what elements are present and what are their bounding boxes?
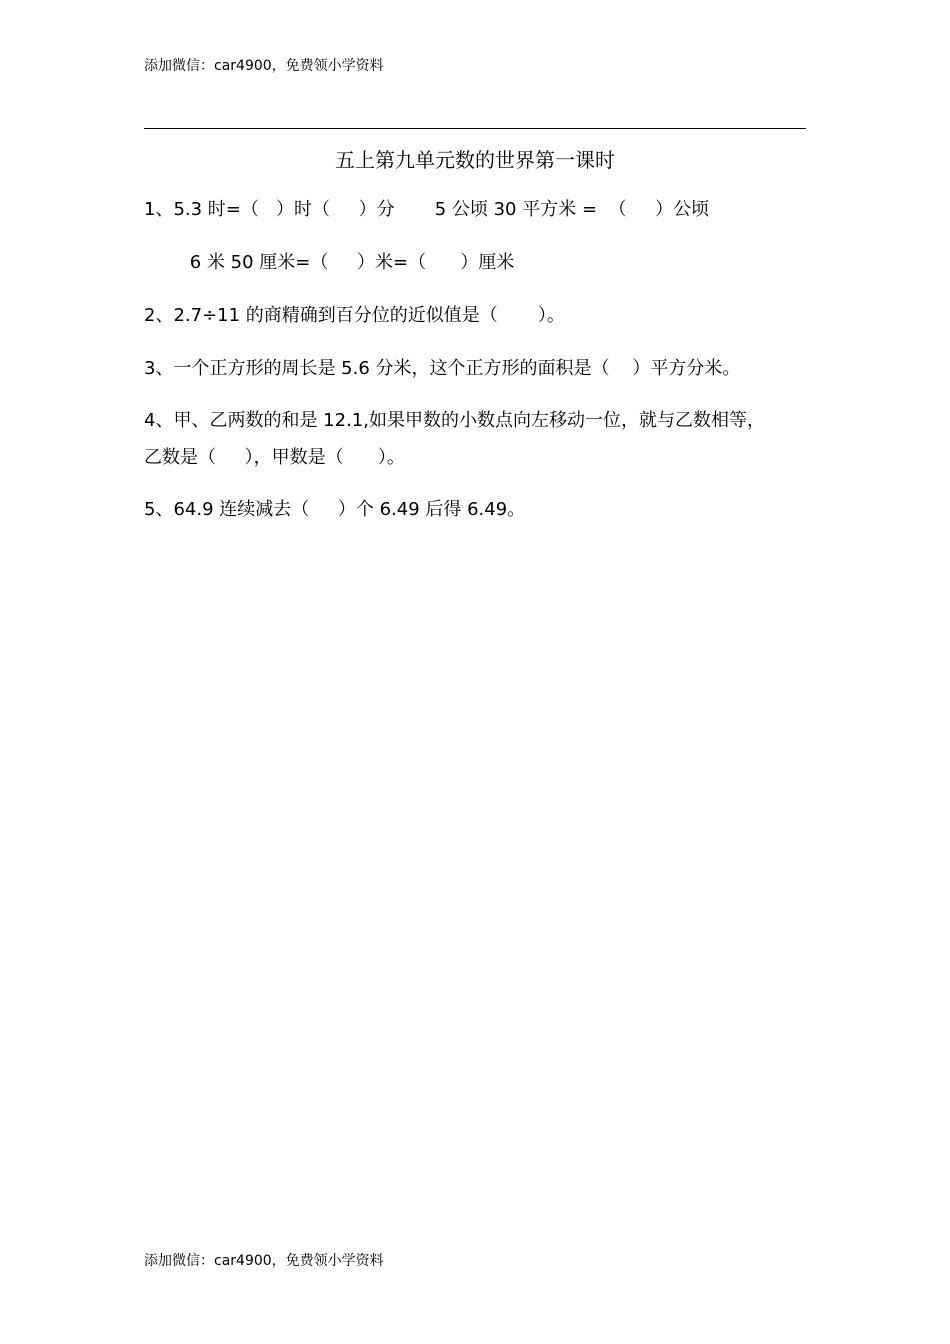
question-2: 2、2.7÷11 的商精确到百分位的近似值是（ ）。 [144,305,565,326]
header-note: 添加微信：car4900，免费领小学资料 [144,58,384,74]
question-4-line-1: 4、甲、乙两数的和是 12.1,如果甲数的小数点向左移动一位，就与乙数相等， [144,410,765,431]
question-3: 3、一个正方形的周长是 5.6 分米，这个正方形的面积是（ ）平方分米。 [144,358,741,379]
question-1-line-1: 1、5.3 时=（ ）时（ ）分 5 公顷 30 平方米 = （ ）公顷 [144,199,710,220]
header-divider [144,128,806,129]
question-5: 5、64.9 连续减去（ ）个 6.49 后得 6.49。 [144,499,526,520]
question-4-line-2: 乙数是（ ），甲数是（ ）。 [144,447,405,468]
document-title: 五上第九单元数的世界第一课时 [335,148,615,172]
question-1-line-2: 6 米 50 厘米=（ ）米=（ ）厘米 [144,252,515,273]
footer-note: 添加微信：car4900，免费领小学资料 [144,1253,384,1269]
